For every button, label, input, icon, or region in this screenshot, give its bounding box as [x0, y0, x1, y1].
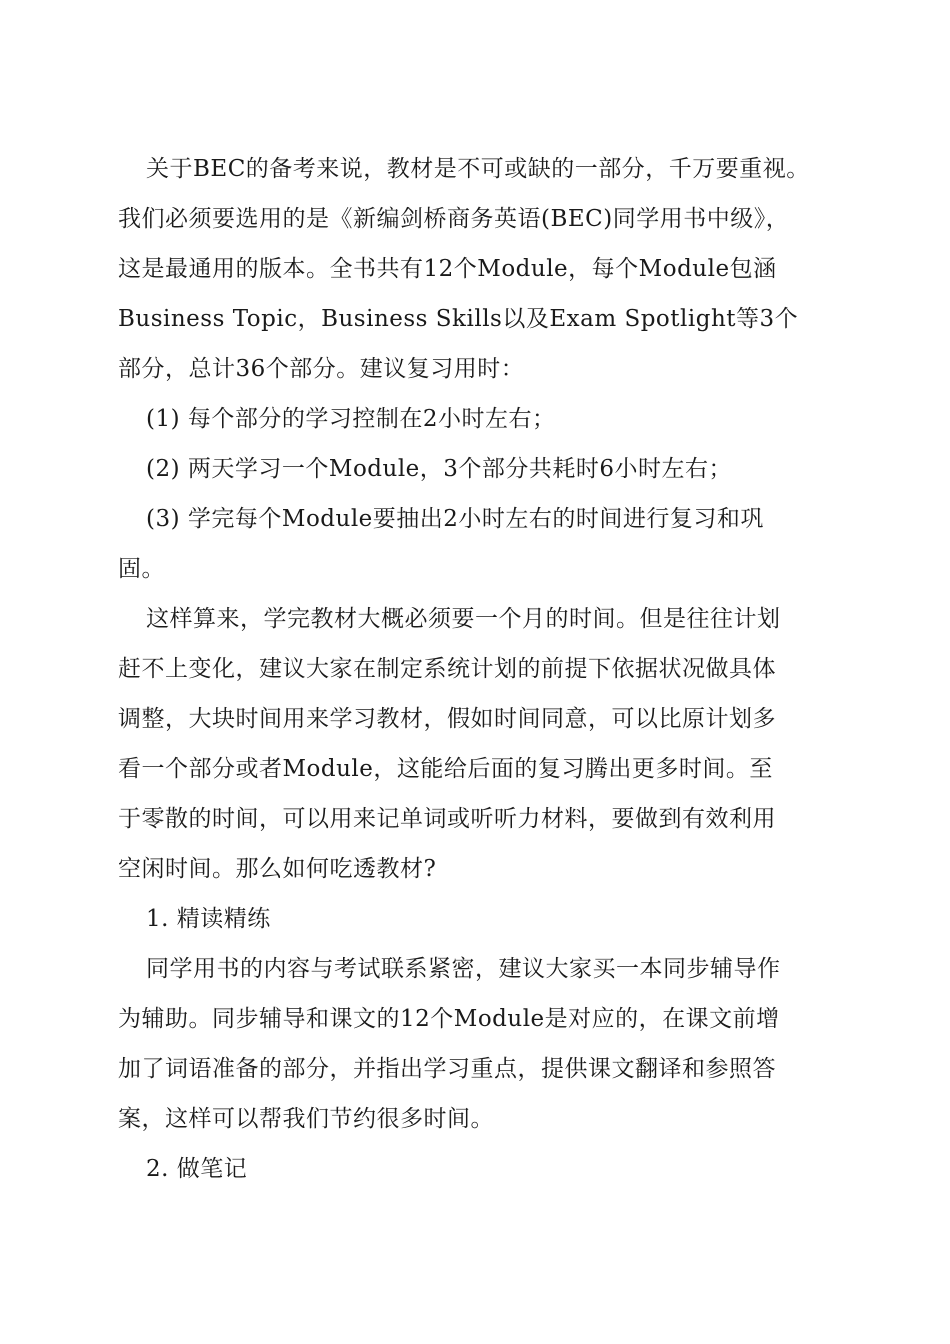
paragraph-line: 赶不上变化，建议大家在制定系统计划的前提下依据状况做具体: [118, 656, 776, 682]
paragraph-line: 为辅助。同步辅导和课文的12个Module是对应的，在课文前增: [118, 1006, 780, 1032]
section-heading: 2. 做笔记: [146, 1156, 248, 1182]
list-item: 固。: [118, 556, 165, 582]
paragraph-line: 这是最通用的版本。全书共有12个Module，每个Module包涵: [118, 256, 777, 282]
paragraph-line: 加了词语准备的部分，并指出学习重点，提供课文翻译和参照答: [118, 1056, 776, 1082]
paragraph-line: 调整，大块时间用来学习教材，假如时间同意，可以比原计划多: [118, 706, 776, 732]
paragraph-line: 我们必须要选用的是《新编剑桥商务英语(BEC)同学用书中级》，: [118, 206, 790, 232]
paragraph-line: 这样算来，学完教材大概必须要一个月的时间。但是往往计划: [146, 606, 781, 632]
paragraph-line: 关于BEC的备考来说，教材是不可或缺的一部分，千万要重视。: [146, 156, 810, 182]
paragraph-line: 看一个部分或者Module，这能给后面的复习腾出更多时间。至: [118, 756, 773, 782]
list-item: (1) 每个部分的学习控制在2小时左右；: [146, 406, 556, 432]
section-heading: 1. 精读精练: [146, 906, 271, 932]
list-item: (3) 学完每个Module要抽出2小时左右的时间进行复习和巩: [146, 506, 764, 532]
paragraph-line: 于零散的时间，可以用来记单词或听听力材料，要做到有效利用: [118, 806, 776, 832]
list-item: (2) 两天学习一个Module，3个部分共耗时6小时左右；: [146, 456, 733, 482]
paragraph-line: 部分，总计36个部分。建议复习用时：: [118, 356, 525, 382]
paragraph-line: Business Topic，Business Skills以及Exam Spotlight等3个: [118, 306, 799, 332]
paragraph-line: 空闲时间。那么如何吃透教材?: [118, 856, 437, 882]
paragraph-line: 同学用书的内容与考试联系紧密，建议大家买一本同步辅导作: [146, 956, 781, 982]
paragraph-line: 案，这样可以帮我们节约很多时间。: [118, 1106, 494, 1132]
